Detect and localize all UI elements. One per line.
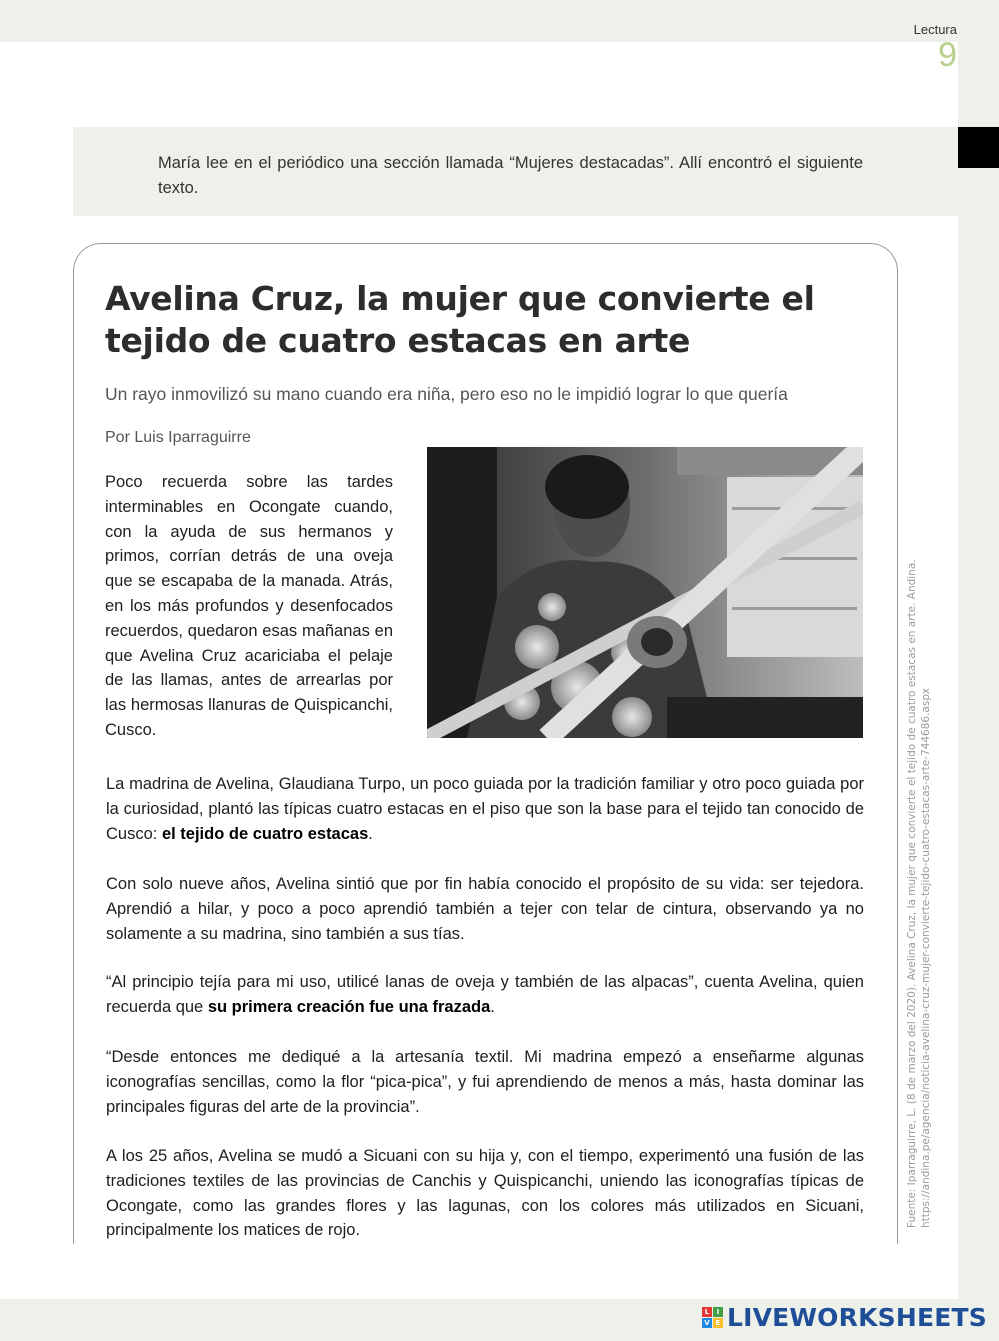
paragraph-2-text: La madrina de Avelina, Glaudiana Turpo, un poco guiada por la tradición familiar y otro poco guiada por la curiosidad, plantó las típicas cuatro estacas en el piso que son la base para el tejido tan conocido de Cusco:	[106, 775, 864, 843]
article-title: Avelina Cruz, la mujer que convierte el tejido de cuatro estacas en arte	[105, 279, 815, 360]
logo-letter-e: E	[713, 1318, 723, 1328]
intro-text: María lee en el periódico una sección llamada “Mujeres destacadas”. Allí encontró el siguiente texto.	[158, 154, 863, 197]
article-paragraph-1: Poco recuerda sobre las tardes interminables en Ocongate cuando, con la ayuda de sus hermanos y primos, corrían detrás de una oveja que se escapaba de la manada. Atrás, en los más profundos y desenfocados recuerdos, quedaron esas mañanas en que Avelina Cruz acariciaba el pelaje de las llamas, antes de arrearlas por las hermosas llanuras de Quispicanchi, Cusco.	[105, 473, 393, 739]
section-label: Lectura	[913, 22, 957, 37]
source-citation	[905, 488, 933, 1228]
intro-box	[73, 127, 958, 216]
source-line-1: Fuente: Iparraguirre, L. (8 de marzo del 2020). Avelina Cruz, la mujer que convierte el tejido de cuatro estacas en arte. Andina.	[906, 559, 918, 1228]
logo-letter-l: L	[702, 1307, 712, 1317]
paragraph-2-bold: el tejido de cuatro estacas	[161, 824, 369, 843]
article-paragraph-5: “Desde entonces me dediqué a la artesanía textil. Mi madrina empezó a enseñarme algunas iconografías sencillas, como la flor “pica-pica”, y fui aprendiendo de menos a más, hasta dominar las principales figuras del arte de la provincia”.	[106, 1048, 864, 1116]
liveworksheets-wordmark: LIVEWORKSHEETS	[726, 1302, 987, 1332]
paragraph-4-end: .	[490, 997, 495, 1016]
weaver-photo-illustration	[427, 447, 863, 738]
page-tab-marker	[958, 127, 999, 168]
article-paragraph-6: A los 25 años, Avelina se mudó a Sicuani con su hija y, con el tiempo, experimentó una fusión de las tradiciones textiles de las provincias de Canchis y Quispicanchi, uniendo las iconografías típicas de Ocongate, como las grandes flores y las lagunas, con los colores más utilizados en Sicuani, principalmente los matices de rojo.	[106, 1147, 864, 1240]
liveworksheets-icon	[702, 1307, 723, 1328]
logo-letter-i: I	[713, 1307, 723, 1317]
section-number: 9	[938, 36, 957, 74]
source-url[interactable]: https://andina.pe/agencia/noticia-avelina-cruz-mujer-convierte-tejido-cuatro-estacas-arte-744686.aspx	[920, 687, 932, 1228]
paragraph-4-text: “Al principio tejía para mi uso, utilicé lanas de oveja y también de las alpacas”, cuenta Avelina, quien recuerda que	[106, 973, 864, 1016]
liveworksheets-logo[interactable]	[702, 1300, 987, 1334]
article-paragraph-3: Con solo nueve años, Avelina sintió que por fin había conocido el propósito de su vida: ser tejedora. Aprendió a hilar, y poco a poco aprendió también a tejer con telar de cintura, observando ya no solamente a su madrina, sino también a sus tías.	[106, 875, 864, 943]
top-margin	[0, 0, 999, 42]
paragraph-4-bold: su primera creación fue una frazada	[207, 997, 491, 1016]
article-author: Por Luis Iparraguirre	[105, 429, 251, 446]
right-margin	[958, 42, 999, 1299]
logo-letter-v: V	[702, 1318, 712, 1328]
article-paragraph-4	[106, 970, 864, 1020]
article-paragraph-2	[106, 772, 864, 846]
article-photo	[427, 447, 863, 738]
paragraph-2-end: .	[368, 824, 373, 843]
article-subtitle: Un rayo inmovilizó su mano cuando era niña, pero eso no le impidió lograr lo que quería	[105, 384, 788, 404]
